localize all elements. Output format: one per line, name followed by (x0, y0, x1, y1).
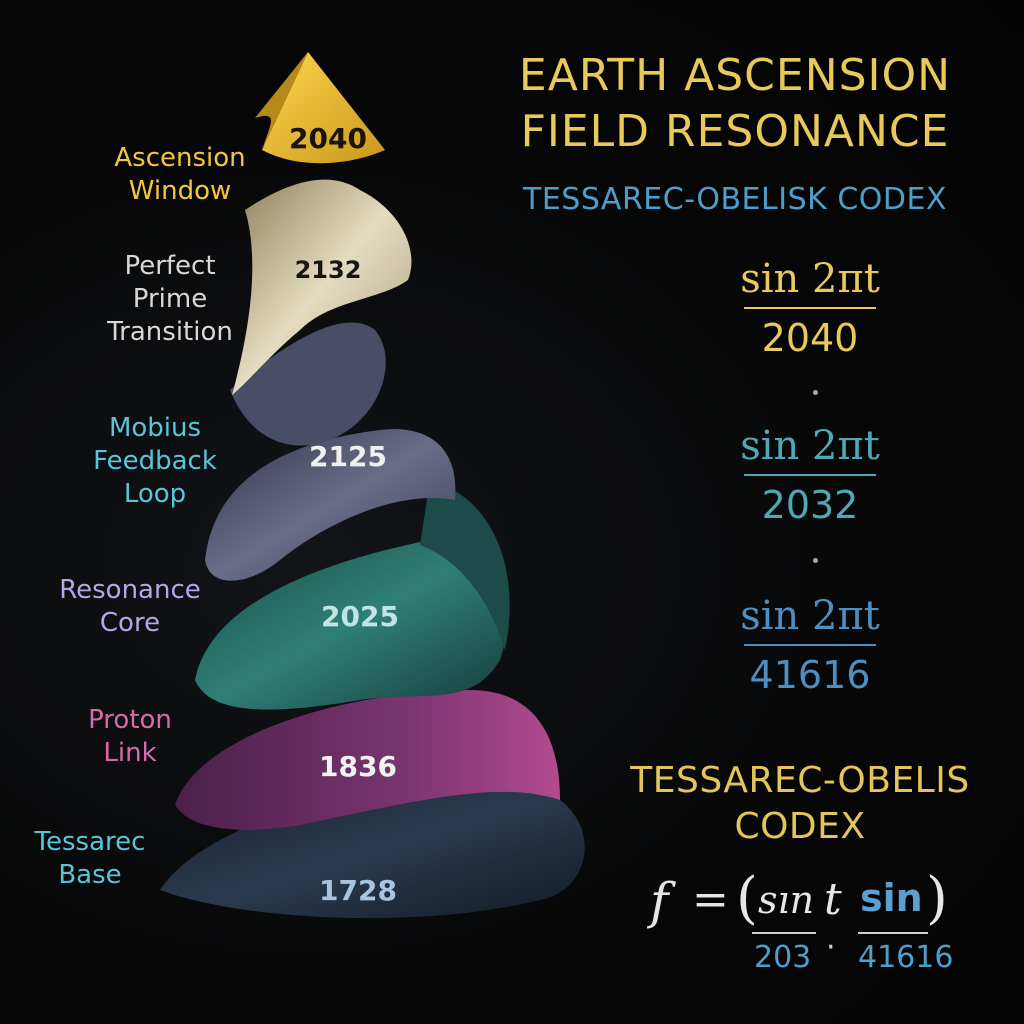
label-line: Transition (107, 317, 233, 347)
codex-line: CODEX (734, 806, 866, 847)
year-2125: 2125 (309, 440, 387, 473)
formula-separator: · (826, 930, 836, 965)
label-line: Core (99, 608, 161, 638)
label-mobius-feedback-loop (80, 412, 230, 511)
fraction-bar (744, 474, 876, 476)
label-line: Base (58, 860, 122, 890)
dot-separator (813, 390, 818, 395)
fraction-numerator: sin 2πt (740, 256, 880, 302)
year-1836: 1836 (319, 750, 397, 783)
title-line: FIELD RESONANCE (520, 106, 950, 157)
label-line: Ascension (114, 143, 246, 173)
formula-denominator-1: 203 (754, 940, 812, 975)
title (470, 48, 1000, 160)
label-line: Perfect (124, 251, 216, 281)
label-line: Prime (132, 284, 208, 314)
label-line: Mobius (108, 413, 202, 443)
formula-term2: sin (860, 876, 923, 920)
label-resonance-core (50, 574, 210, 640)
codex-line: TESSAREC-OBELIS (630, 760, 970, 801)
label-proton-link (60, 704, 200, 770)
formula-bar-right (858, 932, 928, 934)
formula-bar-left (752, 932, 816, 934)
label-line: Window (128, 176, 232, 206)
label-line: Tessarec (34, 827, 146, 857)
fraction-bar (744, 307, 876, 309)
label-line: Link (103, 738, 157, 768)
label-line: Loop (123, 479, 187, 509)
year-2040: 2040 (289, 122, 367, 155)
year-1728: 1728 (319, 874, 397, 907)
formula-t: t (824, 874, 842, 925)
formula-open-paren: ( (736, 866, 758, 931)
codex-heading (620, 758, 980, 850)
label-ascension-window (100, 142, 260, 208)
formula-denominator-2: 41616 (858, 940, 954, 975)
label-line: Resonance (59, 575, 201, 605)
fraction-numerator: sin 2πt (740, 423, 880, 469)
fraction-2040 (730, 255, 890, 361)
title-line: EARTH ASCENSION (518, 50, 952, 101)
fraction-denominator: 2032 (761, 483, 859, 527)
fraction-41616 (730, 592, 890, 698)
formula-lhs: f (650, 872, 669, 930)
dot-separator (813, 558, 818, 563)
fraction-2032 (730, 422, 890, 528)
fraction-numerator: sin 2πt (740, 593, 880, 639)
year-2025: 2025 (321, 600, 399, 633)
label-line: Proton (88, 705, 172, 735)
year-2132: 2132 (294, 256, 362, 284)
formula-equals: = (692, 874, 729, 925)
label-tessarec-base (20, 826, 160, 892)
formula-term1: sın (758, 878, 815, 922)
label-line: Feedback (93, 446, 217, 476)
formula-close-paren: ) (926, 866, 948, 931)
fraction-denominator: 2040 (761, 316, 859, 360)
fraction-bar (744, 644, 876, 646)
label-perfect-prime-transition (90, 250, 250, 349)
fraction-denominator: 41616 (749, 653, 871, 697)
subtitle: TESSAREC-OBELISK CODEX (523, 182, 947, 217)
